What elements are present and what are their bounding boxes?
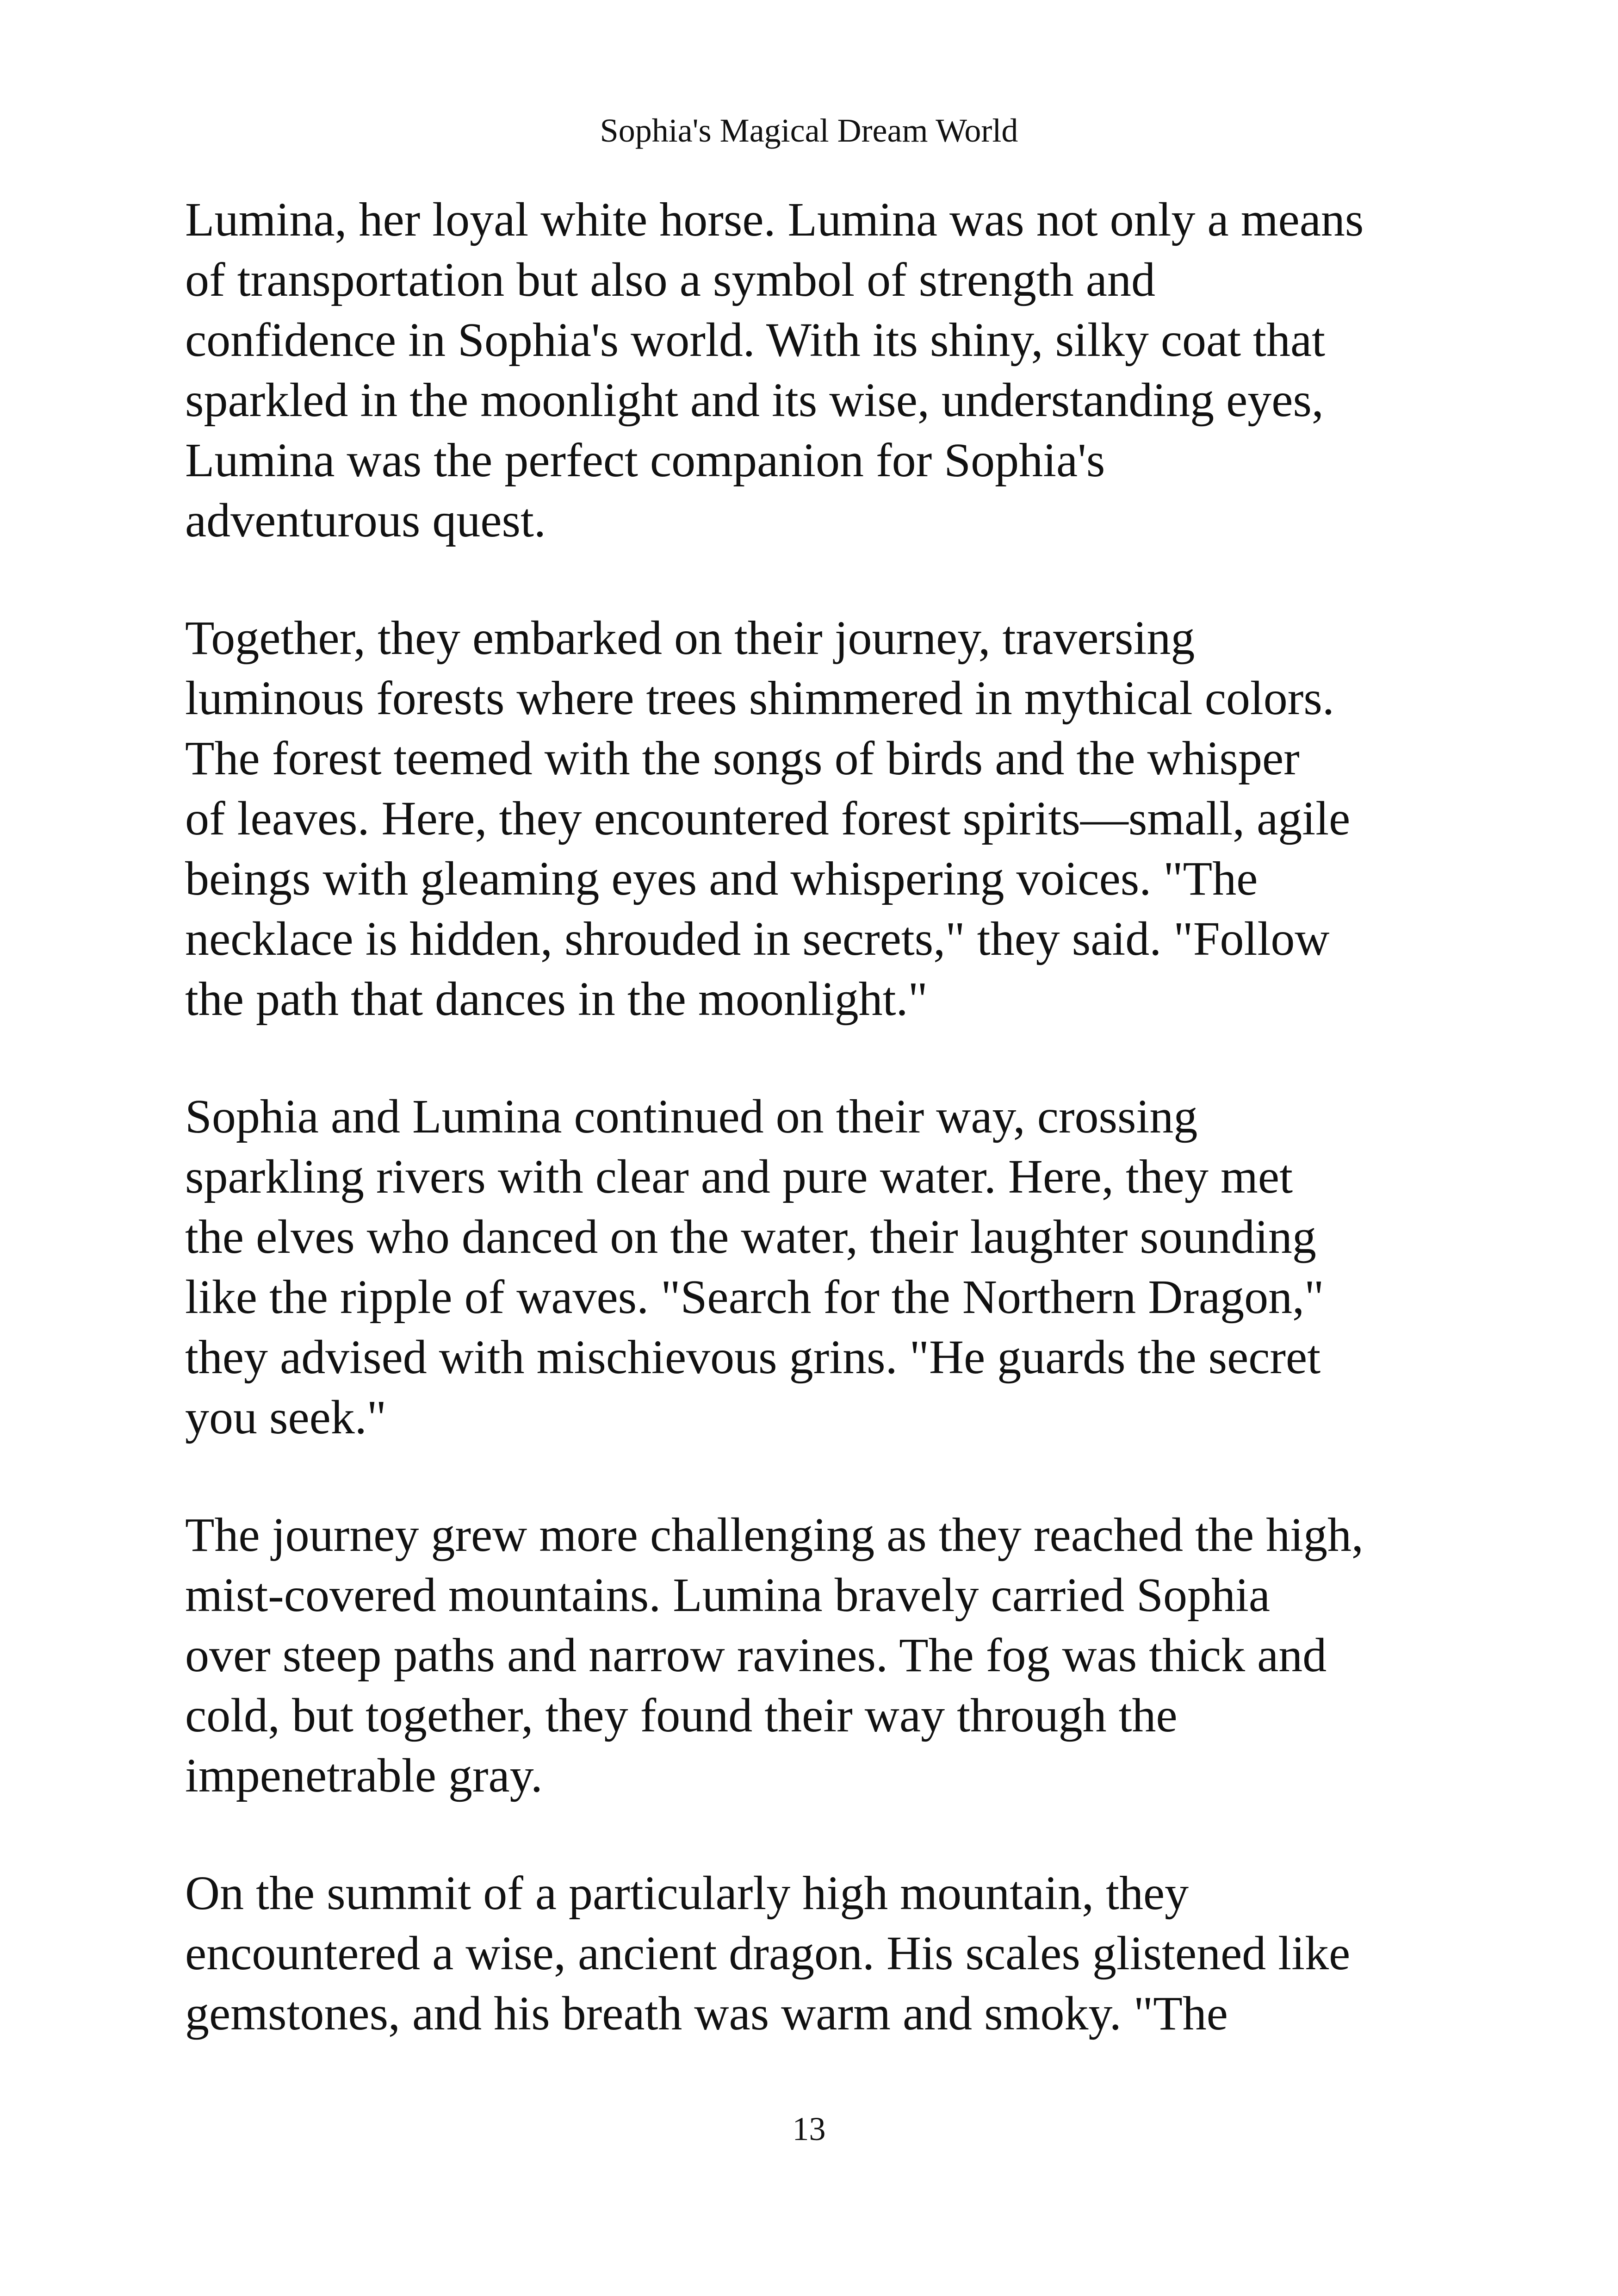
paragraph xyxy=(185,1505,1462,1806)
text-line: they advised with mischievous grins. "He guards the secret xyxy=(185,1331,1321,1384)
text-line: The journey grew more challenging as they reached the high, xyxy=(185,1508,1364,1562)
text-line: gemstones, and his breath was warm and smoky. "The xyxy=(185,1987,1228,2040)
text-line: Lumina was the perfect companion for Sophia's xyxy=(185,434,1105,487)
text-line: of leaves. Here, they encountered forest spirits—small, agile xyxy=(185,792,1351,845)
page-number: 13 xyxy=(792,2110,826,2147)
text-line: over steep paths and narrow ravines. The fog was thick and xyxy=(185,1629,1327,1682)
text-line: adventurous quest. xyxy=(185,494,546,547)
text-line: cold, but together, they found their way through the xyxy=(185,1689,1178,1742)
text-line: mist-covered mountains. Lumina bravely carried Sophia xyxy=(185,1568,1271,1622)
text-line: the path that dances in the moonlight." xyxy=(185,972,928,1026)
paragraph xyxy=(185,1863,1462,2044)
body-text xyxy=(185,190,1462,2101)
text-line: sparkled in the moonlight and its wise, understanding eyes, xyxy=(185,373,1324,427)
text-line: beings with gleaming eyes and whispering voices. "The xyxy=(185,852,1258,905)
text-line: The forest teemed with the songs of birds and the whisper xyxy=(185,732,1300,785)
text-line: you seek." xyxy=(185,1391,387,1444)
text-line: like the ripple of waves. "Search for the Northern Dragon," xyxy=(185,1270,1324,1324)
text-line: Sophia and Lumina continued on their way, crossing xyxy=(185,1090,1198,1143)
text-line: confidence in Sophia's world. With its shiny, silky coat that xyxy=(185,313,1326,367)
paragraph xyxy=(185,608,1462,1029)
text-line: luminous forests where trees shimmered in mythical colors. xyxy=(185,672,1334,725)
text-line: Together, they embarked on their journey, traversing xyxy=(185,611,1195,665)
text-line: the elves who danced on the water, their laughter sounding xyxy=(185,1210,1316,1263)
text-line: necklace is hidden, shrouded in secrets," they said. "Follow xyxy=(185,912,1330,965)
text-line: On the summit of a particularly high mountain, they xyxy=(185,1867,1189,1920)
text-line: of transportation but also a symbol of strength and xyxy=(185,253,1155,306)
text-line: Lumina, her loyal white horse. Lumina was not only a means xyxy=(185,193,1364,246)
running-header: Sophia's Magical Dream World xyxy=(600,112,1018,149)
text-line: sparkling rivers with clear and pure water. Here, they met xyxy=(185,1150,1293,1203)
text-line: encountered a wise, ancient dragon. His scales glistened like xyxy=(185,1927,1351,1980)
paragraph xyxy=(185,190,1462,551)
text-line: impenetrable gray. xyxy=(185,1749,543,1802)
paragraph xyxy=(185,1087,1462,1448)
